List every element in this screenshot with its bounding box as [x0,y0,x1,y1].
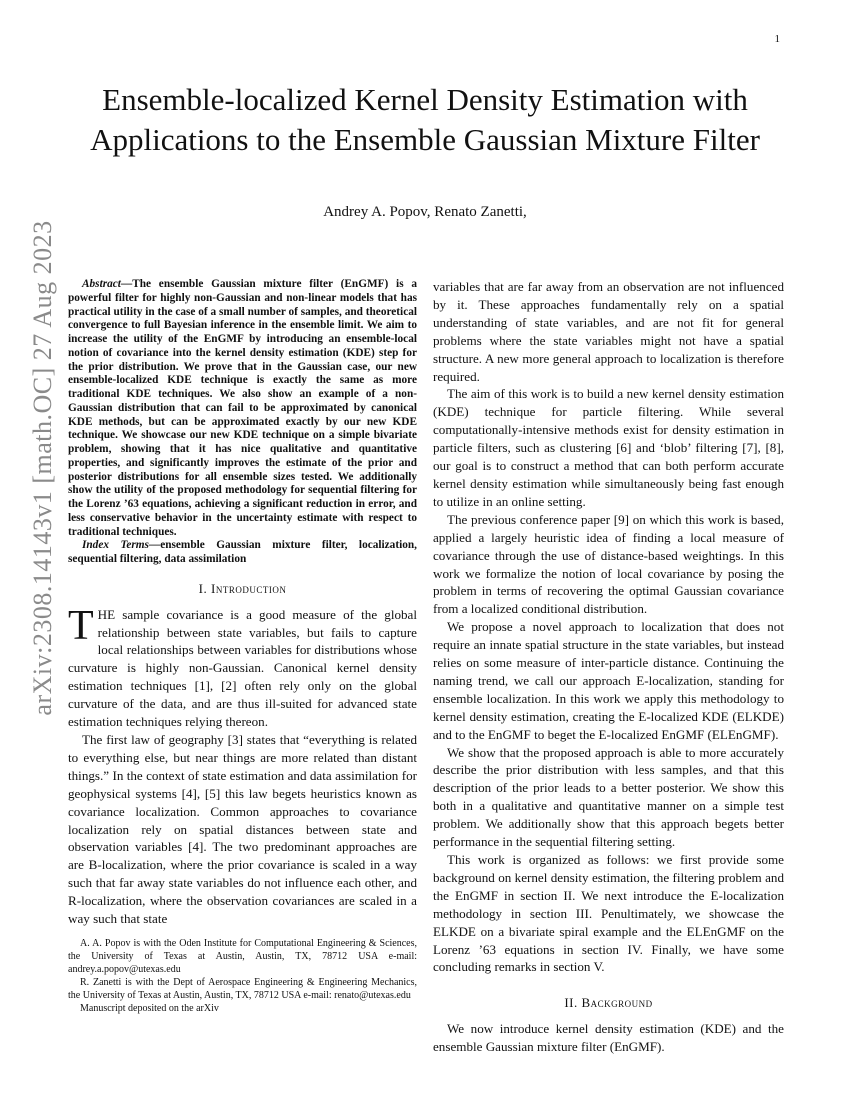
section-numeral: I. [198,580,208,596]
right-paragraph-1: variables that are far away from an observation are not influenced by it. These approaches fundamentally rely on a spatial understanding of state variables, and are not fit for general problems where the state variables might not have a spatial structure. A new more general approach to localization is therefore required. [433,279,784,384]
index-terms-label: Index Terms [82,539,149,552]
index-terms-text: —ensemble Gaussian mixture filter, localization, sequential filtering, data assimilation [68,539,417,565]
footnotes [68,937,417,1015]
section-heading-introduction [68,580,417,598]
section-heading-background [433,994,784,1012]
arxiv-identifier: arXiv:2308.14143v1 [math.OC] 27 Aug 2023 [28,220,57,716]
index-terms [68,539,417,567]
section-title: Background [581,995,653,1011]
right-paragraph-7: We now introduce kernel density estimation (KDE) and the ensemble Gaussian mixture filter (EnGMF). [433,1021,784,1055]
intro-paragraph-2: The first law of geography [3] states that “everything is related to everything else, but near things are more related than distant things.” In the context of state estimation and data assimilation for geophysical systems [4], [5] this law begets heuristics known as covariance localization. Common approaches to covariance localization rely on spatial distances between state and observation variables [4]. The two predominant approaches are are B-localization, where the prior covariance is scaled in a way such that far away state variables do not influence each other, and R-localization, where the observation covariances are scaled in a way such that state [68,732,417,927]
drop-cap: T [68,602,94,649]
footnote-popov: A. A. Popov is with the Oden Institute for Computational Engineering & Sciences, the University of Texas at Austin, Austin, TX, 78712 USA e-mail: andrey.a.popov@utexas.edu [68,938,417,975]
right-paragraph-4: We propose a novel approach to localization that does not require an innate spatial structure in the state variables, but instead relies on some measure of inter-particle distance. Continuing the naming trend, we call our approach E-localization, standing for ensemble localization. In this work we apply this methodology to kernel density estimation, creating the E-localized KDE (ELKDE) and to the EnGMF to beget the E-localized EnGMF (ELEnGMF). [433,619,784,742]
abstract-label: Abstract [82,278,121,290]
page-number: 1 [774,33,780,45]
arxiv-sidebar [18,220,68,716]
footnote-zanetti: R. Zanetti is with the Dept of Aerospace Engineering & Engineering Mechanics, the University of Texas at Austin, Austin, TX, 78712 USA e-mail: renato@utexas.edu [68,977,417,1001]
paper-authors: Andrey A. Popov, Renato Zanetti, [323,204,527,220]
abstract [68,278,417,539]
section-title: Introduction [211,580,287,596]
intro-paragraph-1-text: HE sample covariance is a good measure of the global relationship between state variables, but fails to capture local relationships between variables for distributions whose curvature is highly non-Gaussian. Canonical kernel density estimation techniques [1], [2] often rely only on the global curvature of the data, and are thus ill-suited for advanced state estimation techniques relying thereon. [68,606,417,730]
right-paragraph-3: The previous conference paper [9] on which this work is based, applied a largely heuristic idea of finding a local measure of covariance through the use of distance-based weightings. In this work we formalize the notion of local covariance by posing the problem in terms of recovering the optimal Gaussian covariance from a localized conditional distribution. [433,511,784,617]
paper-title: Ensemble-localized Kernel Density Estimation with Applications to the Ensemble Gaussian Mixture Filter [90,82,760,157]
left-column [68,278,417,928]
footnote-manuscript: Manuscript deposited on the arXiv [80,1003,219,1014]
abstract-text: —The ensemble Gaussian mixture filter (EnGMF) is a powerful filter for highly non-Gaussian and non-linear models that has practical utility in the case of a small number of samples, and theoretical convergence to full Bayesian inference in the ensemble limit. We aim to increase the utility of the EnGMF by introducing an ensemble-local notion of covariance into the kernel density estimation (KDE) step for the prior distribution. We prove that in the Gaussian case, our new ensemble-localized KDE technique is exactly the same as more traditional KDE techniques. We also show an example of a non-Gaussian distribution that can fail to be approximated by canonical KDE methods, but can be approximated exactly by our new KDE technique. We showcase our new KDE technique on a simple bivariate problem, showing that it has nice qualitative and quantitative properties, and significantly improves the estimate of the prior and posterior distributions for all ensemble sizes tested. We additionally show the utility of the proposed methodology for sequential filtering for the Lorenz ’63 equations, achieving a significant reduction in error, and less conservative behavior in the uncertainty estimate with respect to traditional techniques. [68,278,417,538]
right-column [433,278,784,1056]
intro-paragraph-1 [68,602,417,731]
section-numeral: II. [564,995,578,1011]
right-paragraph-6: This work is organized as follows: we first provide some background on kernel density estimation, the filtering problem and the EnGMF in section II. We next introduce the E-localization methodology in section III. Penultimately, we showcase the ELKDE on a bivariate spiral example and the ELEnGMF on the Lorenz ’63 equations in section IV. Finally, we have some concluding remarks in section V. [433,852,784,975]
right-paragraph-5: We show that the proposed approach is able to more accurately describe the prior distribution with less samples, and that this description of the prior leads to a better posterior. We show this both in a qualitative and quantitative manner on a simple test problem. We additionally show that this approach begets better performance in the sequential filtering setting. [433,744,784,850]
right-paragraph-2: The aim of this work is to build a new kernel density estimation (KDE) technique for particle filtering. While several computationally-intensive methods exist for density estimation in particle filters, such as clustering [6] and ‘blob’ filtering [7], [8], our goal is to construct a method that can both perform accurate kernel density estimation while simultaneously being fast enough to utilize in an online setting. [433,386,784,509]
